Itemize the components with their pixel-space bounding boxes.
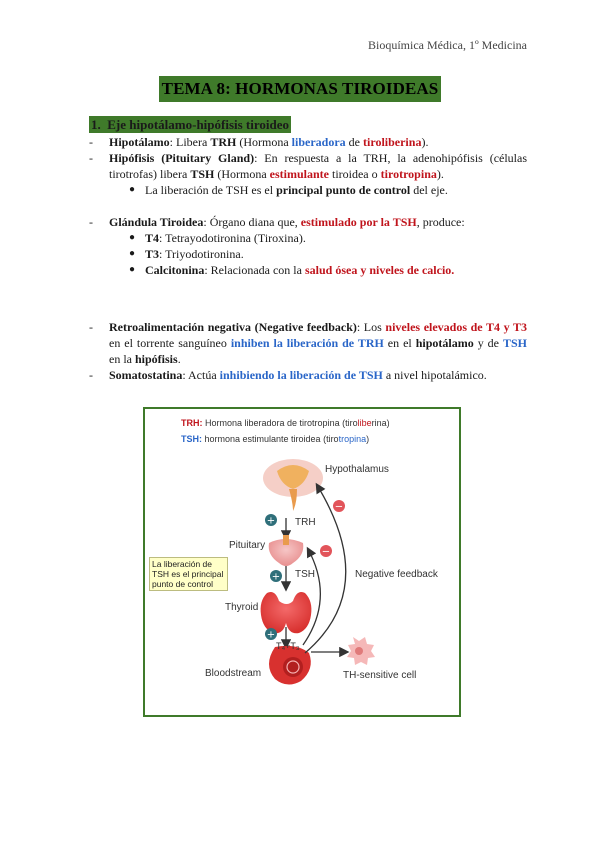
highlight-tsh: TSH	[502, 336, 527, 350]
minus-label: −	[321, 546, 331, 558]
term-t4: T4	[145, 231, 160, 245]
text: : Órgano diana que,	[203, 215, 301, 229]
bold-hipotalamo: hipotálamo	[415, 336, 474, 350]
legend-text: hormona estimulante tiroidea (	[202, 434, 327, 444]
plus-label: +	[266, 629, 276, 641]
text: : Libera	[169, 135, 211, 149]
th-sensitive-cell	[347, 637, 375, 665]
term-retro: Retroalimentación negativa (Negative feedback)	[109, 320, 357, 334]
term-somatostatina: Somatostatina	[109, 368, 183, 382]
dash-bullet: -	[89, 320, 93, 334]
dash-bullet: -	[89, 135, 93, 149]
term-calcitonina: Calcitonina	[145, 263, 205, 277]
text: .	[177, 352, 181, 366]
dash-bullet: -	[89, 368, 93, 382]
callout-note: La liberación de TSH es el principal punto de control	[149, 557, 228, 591]
label-pituitary: Pituitary	[229, 540, 266, 551]
text: : Tetrayodotironina (Tiroxina).	[159, 231, 306, 245]
hypothalamus-shape	[263, 459, 323, 511]
legend-end: )	[386, 418, 390, 428]
legend-part-highlight: tropina	[338, 434, 367, 444]
legend-trh	[181, 418, 390, 428]
legend-part: tiro	[345, 418, 358, 428]
minus-label: −	[334, 501, 344, 513]
label-negative-feedback: Negative feedback	[355, 569, 438, 580]
text: del eje.	[410, 183, 448, 197]
bullet-dot: ●	[129, 232, 136, 243]
pituitary-shape	[269, 535, 304, 566]
sub-bullet-control	[89, 182, 527, 198]
text: (Hormona	[236, 135, 292, 149]
text: : Relacionada con la	[204, 263, 305, 277]
plus-sign-trh	[265, 514, 277, 527]
legend-tsh	[181, 434, 369, 444]
legend-key-tsh: TSH:	[181, 434, 202, 444]
label-bloodstream: Bloodstream	[205, 668, 262, 679]
plus-label: +	[271, 571, 281, 583]
text: tiroidea o	[328, 167, 381, 181]
list-item-retroalimentacion	[89, 319, 527, 367]
minus-sign-pituitary	[320, 545, 332, 558]
legend-part: rina	[371, 418, 387, 428]
term-hipofisis: Hipófisis (Pituitary Gland)	[109, 151, 255, 165]
section-heading	[89, 117, 291, 133]
text: ).	[421, 135, 429, 149]
highlight-tiroliberina: tiroliberina	[363, 135, 422, 149]
text: , produce:	[416, 215, 465, 229]
section-title: Eje hipotálamo-hipófisis tiroideo	[107, 117, 290, 132]
legend-text: Hormona liberadora de tirotropina (	[202, 418, 346, 428]
text: en la	[109, 352, 135, 366]
text: La liberación de TSH es el	[145, 183, 277, 197]
label-tsh: TSH	[295, 569, 315, 580]
term-tsh: TSH	[190, 167, 215, 181]
text: : Los	[356, 320, 386, 334]
bullet-dot: ●	[129, 264, 136, 275]
label-hypothalamus: Hypothalamus	[325, 464, 389, 475]
dash-bullet: -	[89, 151, 93, 165]
text: : En respuesta a la TRH, la adenohipófisis (células tirotrofas) libera	[109, 151, 528, 181]
section-number: 1.	[91, 117, 101, 132]
list-item-hipotalamo	[89, 134, 527, 150]
course-header: Bioquímica Médica, 1º Medicina	[367, 38, 527, 52]
label-thyroid: Thyroid	[225, 602, 259, 613]
legend-key-trh: TRH:	[181, 418, 203, 428]
dash-bullet: -	[89, 215, 93, 229]
list-block-2	[89, 214, 527, 278]
list-block-1	[89, 134, 527, 198]
text: (Hormona	[214, 167, 270, 181]
plus-sign-t4t3	[265, 628, 277, 641]
text: y de	[473, 336, 503, 350]
text: a nivel hipotalámico.	[382, 368, 487, 382]
list-item-hipofisis	[89, 150, 527, 182]
bullet-dot: ●	[129, 184, 136, 195]
term-hipotalamo: Hipotálamo	[109, 135, 170, 149]
text: ).	[436, 167, 444, 181]
legend-end: )	[366, 434, 370, 444]
label-th-sensitive-cell: TH-sensitive cell	[343, 670, 417, 681]
label-trh: TRH	[295, 517, 316, 528]
sub-bullet-t3	[89, 246, 527, 262]
section-heading-highlight	[89, 116, 291, 133]
legend-part: tiro	[326, 434, 339, 444]
highlight-estimulado: estimulado por la TSH	[300, 215, 417, 229]
list-item-glandula	[89, 214, 527, 230]
text: de	[345, 135, 363, 149]
thyroid-axis-figure	[143, 407, 461, 717]
plus-label: +	[266, 515, 276, 527]
highlight-estimulante: estimulante	[269, 167, 329, 181]
highlight-inhiben: inhiben la liberación de TRH	[230, 336, 384, 350]
term-t3: T3	[145, 247, 160, 261]
text: : Triyodotironina.	[159, 247, 244, 261]
highlight-liberadora: liberadora	[291, 135, 346, 149]
list-block-3	[89, 319, 527, 383]
text: : Actúa	[182, 368, 220, 382]
label-t4t3: T₄+T₃	[276, 641, 300, 651]
legend-part-highlight: libe	[357, 418, 372, 428]
text: en el	[383, 336, 416, 350]
highlight-calcio: salud ósea y niveles de calcio.	[304, 263, 455, 277]
page-title: TEMA 8: HORMONAS TIROIDEAS	[159, 76, 442, 102]
list-item-somatostatina	[89, 367, 527, 383]
highlight-tirotropina: tirotropina	[380, 167, 437, 181]
bold-hipofisis: hipófisis	[135, 352, 178, 366]
term-trh: TRH	[210, 135, 237, 149]
title-wrap	[0, 76, 600, 102]
sub-bullet-t4	[89, 230, 527, 246]
plus-sign-tsh	[270, 570, 282, 583]
bold-control: principal punto de control	[276, 183, 411, 197]
term-glandula: Glándula Tiroidea	[109, 215, 204, 229]
minus-sign-hypothalamus	[333, 500, 345, 513]
highlight-niveles: niveles elevados de T4 y T3	[385, 320, 527, 334]
bullet-dot: ●	[129, 248, 136, 259]
bloodstream-vessel	[269, 646, 311, 685]
text: en el torrente sanguíneo	[109, 336, 231, 350]
highlight-inhibiendo: inhibiendo la liberación de TSH	[219, 368, 383, 382]
sub-bullet-calcitonina	[89, 262, 527, 278]
